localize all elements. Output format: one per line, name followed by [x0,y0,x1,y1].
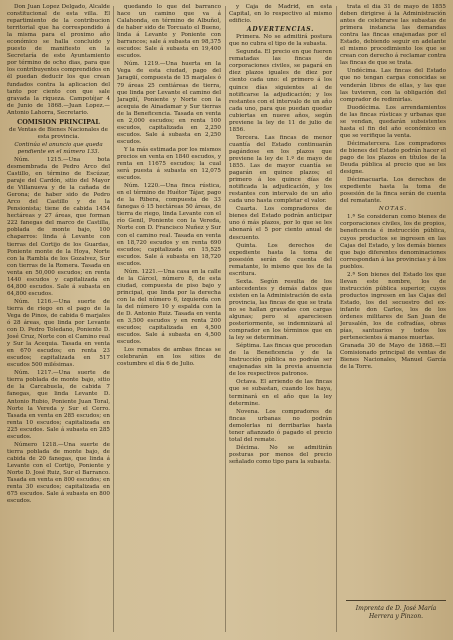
imprint-line: Herrera y Pinzon. [368,612,424,620]
section-subheading: de Ventas de Bienes Nacionales de esta provincia. [9,126,108,140]
lot-paragraph: Núm. 1221.—Una casa en la calle de la Cárcel, número 8, de esta ciudad, compuesta de piso bajo y principal, que linda por la derecha con la del número 6, izquierda con la del número 10 y espalda con la de D. Antonio Ruiz. Tasada en venta en 3,500 escudos y en renta 200 escudos; capitalizada en 4,500 escudos. Sale á subasta en 4,500 escudos. [117,268,221,346]
advertencia-paragraph: Primera. No se admitirá postura que no cubra el tipo de la subasta. [229,34,332,48]
section-heading: COMISION PRINCIPAL [17,117,100,126]
advertencia-paragraph: trata el día 31 de mayo de 1855 deben dirigirse á la Administración antes de celebrarse las subastas de primera instancia las demandas contra las fincas enajenadas por el Estado, debiendo seguir en adelante el mismo procedimiento los que se crean con derecho á reclamar contra las fincas de que se trata. [340,4,446,67]
printer-imprint [346,605,446,620]
column-divider [336,6,337,632]
notas-heading: NOTAS. [378,206,408,213]
advertencia-paragraph: Quinta. Los derechos de expediente hasta la toma de posesión serán de cuenta del rematante, lo mismo que los de la escritura. [229,242,332,277]
advertencia-paragraph: Octava. El arriendo de las fincas que se subastan, cuando los haya, terminará en el año que la ley determine. [229,379,332,407]
imprint-divider [346,600,446,601]
column-divider [113,6,114,632]
nota-paragraph: 1.ª Se consideran como bienes de corporaciones civiles, los de propios, beneficencia é instrucción pública, cuyos productos se ingresen en las Cajas del Estado, y los demás bienes que bajo diferentes denominaciones correspondan á las provincias y á los pueblos. [340,214,446,270]
advertencia-paragraph: Undécima. Las fincas del Estado que no tengan cargas conocidas se venderán libres de ellas, y las que las tuvieren, con la obligación del comprador de redimirlas. [340,68,446,103]
continuation-note: Continúa el anuncio que queda pendiente en el número 133. [14,141,103,155]
imprint-line: Imprenta de D. José María [355,605,437,612]
lot-paragraph: y Caja de Madrid, en esta Capital, en lo respectivo al mismo edificio. [229,4,332,25]
lot-paragraph: Núm. 1219.—Una huerta en la Vega de esta ciudad, pago del Jaragüí, compuesta de 15 marjales ó 79 áreas 25 centiáreas de tierra, que linda por Levante el camino del Jaragüí, Poniente y Norte con la acequia de Ainadamar y Sur tierras de la Beneficencia. Tasada en venta en 2,000 escudos; en renta 100 escudos, capitalizada en 2,250 escudos. Sale á subasta en 2,250 escudos. [117,61,221,145]
signature-line: Granada 30 de Mayo de 1868.—El Comisionado principal de ventas de Bienes Nacionales, Manuel García de la Torre. [340,343,446,371]
lot-paragraph: quedando lo que del barranco hace un camino que va á Calahonda, en término de Albuñol, de haber sido de Torcuato el Bueno, linda á Levante y Poniente con barrancos; sale á subasta en 98,375 escudos: Sale á subasta en 19,400 escudos. [117,4,221,60]
column-1 [7,4,110,634]
advertencias-heading: ADVERTENCIAS. [246,26,315,34]
lot-paragraph: Los remates de ambas fincas se celebrarán en los sitios de costumbre el día 6 de Julio. [117,347,221,368]
advertencia-paragraph: Novena. Los compradores de fincas urbanas no podrán demolerlas ni derribarlas hasta tener afianzado ó pagado el precio total del remate. [229,408,332,443]
advertencia-paragraph: Duodécima. Los arrendamientos de las fincas rústicas y urbanas que se vendan, quedarán subsistentes hasta el fin del año económico en que se verifique la venta. [340,104,446,139]
column-2 [117,4,221,634]
nota-paragraph: 2.ª Son bienes del Estado los que llevan este nombre, los de instrucción pública superior, cuyos productos ingresen en las Cajas del Estado, los del secuestro del ex-infante don Carlos, los de los órdenes militares de San Juan de Jerusalén, los de cofradías, obras pías, santuarios y todos los pertenecientes á manos muertas. [340,271,446,342]
advertencia-paragraph: Cuarta. Los compradores de bienes del Estado podrán anticipar uno ó más plazos, por lo que se les abonará el 5 por ciento anual de descuento. [229,206,332,241]
advertencia-paragraph: Sexta. Según resulta de los antecedentes y demás datos que existen en la Administración de esta provincia, las fincas de que se trata no se hallan gravadas con cargas algunas; pero si apareciesen posteriormente, se indemnizará al comprador en los términos que en la ley se determinan. [229,278,332,342]
announcement-text: Don Juan Lopez Delgado, Alcalde constitucional de esta villa. El repartimiento de la contribucion territorial que ha correspondido á la misma para el proximo año económico se halla concluido y puesto de manifiesto en la Secretaría de este Ayuntamiento por término de ocho dias, para que los contribuyentes comprendidos en él puedan deducir los que crean fundados contra la aplicacion del tanto por ciento con que sale gravada la riqueza. Campotéjar 4 de Junio de 1868.—Juan Lopez.—Antonio Lahorra, Secretario. [7,4,110,116]
column-divider [225,6,226,632]
advertencia-paragraph: Décimacuarta. Los derechos de expediente hasta la toma de posesión de la finca serán de cuenta del rematante. [340,177,446,205]
lot-paragraph: Y la más estimada por los mismos precios en venta en 1840 escudos, y renta en 11675 escudos; la cual será puesta á subasta en 12,075 escudos. [117,146,221,182]
column-4 [340,4,446,596]
column-3 [229,4,332,634]
lot-paragraph: Número 1218.—Una suerte de tierra poblada de monte bajo, de cabida de 20 fanegas, que linda á Levante con el Cortijo, Poniente y Norte D. José Ruiz, Sur el Barranco. Tasada en venta en 800 escudos; en renta 30 escudos; capitalizada en 675 escudos. Sale á subasta en 800 escudos. [7,441,110,505]
advertencia-paragraph: Décima. No se admitirán posturas por menos del precio señalado como tipo para la subasta. [229,444,332,465]
lot-paragraph: Núm. 1217.—Una suerte de tierra poblada de monte bajo, sitio de la Carcabuela, de cabida 7 fanegas, que linda Levante D. Antonio Rubio, Poniente Juan Toral, Norte la Vereda y Sur el Cerro. Tasada en venta en 285 escudos; en renta 10 escudos; capitalizada en 225 escudos. Sale á subasta en 285 escudos. [7,370,110,440]
lot-paragraph: Núm. 1216.—Una suerte de tierra de riego en el pago de la Vega de Pinos, de cabida 6 marjales ó 28 áreas, que linda por Levante con D. Pedro Toledano, Poniente D. José Cruz, Norte con el Camino real y Sur la Acequia. Tasada en venta en 670 escudos; en renta 23 escudos; capitalizada en 517 escudos 500 milésimas. [7,298,110,369]
advertencia-paragraph: Décimatercera. Los compradores de bienes del Estado podrán hacer el pago de los plazos en títulos de la Deuda pública al precio que se les designe. [340,140,446,176]
advertencia-paragraph: Tercera. Las fincas de menor cuantía del Estado continuarán pagándose en los plazos que previene la ley de 1.º de mayo de 1855. Las de mayor cuantía se pagarán en quince plazos; el primero á los quince días de notificada la adjudicación, y los restantes con intervalo de un año cada uno hasta completar el valor. [229,134,332,205]
lot-paragraph: Núm. 1215.—Una bota desmembrada de Pedro Arco del Castillo, en término de Escúzar, paraje del Cardón, sitio del Mayor de Villanueva y de la cañada de Gerona; de haber sido de Pedro Arco del Castillo y de la Pensionista; tiene de cabida 1454 hectáreas y 27 áreas, que forman 222 fanegas del marco de Castilla, poblada de monte bajo, 100 chaparros: linda á Levante con tierras del Cortijo de los Guardas, Poniente monte de la Hoya, Norte con la Rambla de los Gozalvez, Sur con tierras de la Romera. Tasada en venta en 50,000 escudos; en renta 1440 escudos y capitalizada en 64,800 escudos. Sale á subasta en 64,800 escudos. [7,156,110,297]
advertencia-paragraph: Séptima. Las fincas que procedan de la Beneficencia y de la Instrucción pública no podrán ser enajenadas sin la previa anuencia de los respectivos patronos. [229,343,332,378]
lot-paragraph: Núm. 1220.—Una finca rústica, en el término de Huétor Tájar, pago de la Ribera, compuesta de 33 fanegas ó 15 hectáreas 50 áreas, de tierra de riego, linda Levante con el río Genil, Poniente con la Vereda, Norte con D. Francisco Nuñez y Sur con el camino real. Tasada en venta en 18,720 escudos y en renta 690 escudos; capitalizada en 15,525 escudos. Sale á subasta en 18,720 escudos. [117,183,221,267]
advertencia-paragraph: Segunda. El precio en que fueren rematadas las fincas de corporaciones civiles, se pagará en diez plazos iguales de diez por ciento cada uno: el primero á los quince días siguientes al de notificarse la adjudicación; y los restantes con el intervalo de un año cada uno, para que puedan quedar cubiertas en nueve años, según previene la ley de 11 de julio de 1856. [229,49,332,133]
